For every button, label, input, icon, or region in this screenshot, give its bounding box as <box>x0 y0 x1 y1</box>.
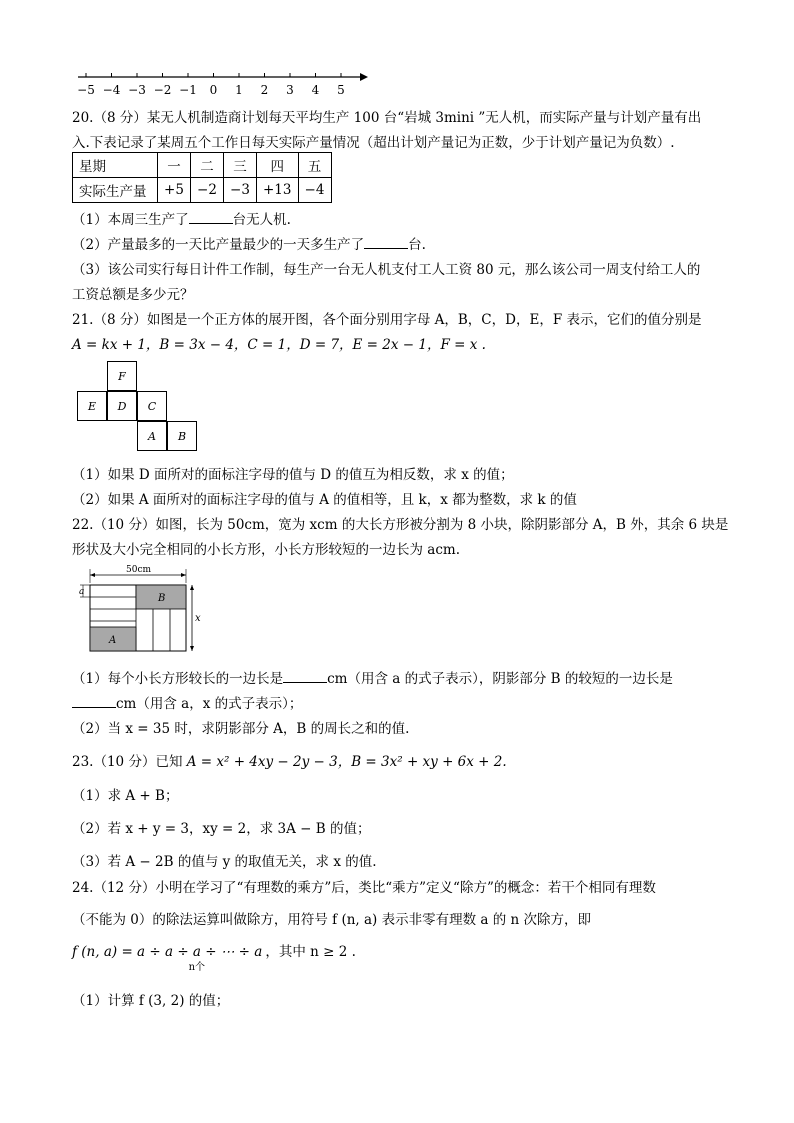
q20-stem-line1: 20.（8 分）某无人机制造商计划每天平均生产 100 台“岩城 3mini ”无人机，而实际产量与计划产量有出 <box>72 110 702 126</box>
number-line-tick-label: −3 <box>128 83 146 97</box>
number-line-tick-label: −2 <box>153 83 172 97</box>
answer-blank[interactable] <box>189 211 233 224</box>
answer-blank[interactable] <box>72 695 116 708</box>
x-label: x <box>195 613 201 624</box>
table-header-cell: 一 <box>158 153 191 178</box>
net-face-f: F <box>107 361 137 391</box>
number-line-tick-label: 1 <box>235 83 243 97</box>
table-header-cell: 四 <box>257 153 299 178</box>
a-label: a <box>79 587 85 597</box>
number-line-tick-label: −1 <box>179 83 197 97</box>
q23-part1: （1）求 A + B； <box>72 788 179 804</box>
rectangle-figure <box>72 563 212 659</box>
number-line <box>74 66 374 98</box>
table-cell: +5 <box>158 178 191 203</box>
shade-a-label: A <box>109 635 117 646</box>
table-cell: +13 <box>257 178 299 203</box>
formula-underbrace-label: n个 <box>188 962 206 973</box>
q22-stem-line2: 形状及大小完全相同的小长方形，小长方形较短的一边长为 acm. <box>72 542 460 558</box>
number-line-tick-label: −5 <box>77 83 95 97</box>
net-face-d: D <box>107 391 137 421</box>
q23-part3: （3）若 A − 2B 的值与 y 的取值无关，求 x 的值. <box>72 854 377 870</box>
table-cell: −2 <box>191 178 224 203</box>
q22-part1-line1: （1）每个小长方形较长的一边长是 cm（用含 a 的式子表示），阴影部分 B 的较短的一边长是 <box>72 671 673 687</box>
table-header-cell: 五 <box>298 153 331 178</box>
q22-part1-line2: cm（用含 a，x 的式子表示）； <box>72 692 302 712</box>
q21-stem-line1: 21.（8 分）如图是一个正方体的展开图，各个面分别用字母 A，B，C，D，E，F 表示，它们的值分别是 <box>72 312 702 328</box>
number-line-tick-label: 0 <box>209 83 218 97</box>
number-line-tick-label: 2 <box>260 83 269 97</box>
q20-part3-line2: 工资总额是多少元？ <box>72 287 194 303</box>
q20-stem-line2: 入.下表记录了某周五个工作日每天实际产量情况（超出计划产量记为正数，少于计划产量记为负数）. <box>72 135 675 151</box>
q20-part3-line1: （3）该公司实行每日计件工作制，每生产一台无人机支付工人工资 80 元，那么该公司一周支付给工人的 <box>72 262 701 278</box>
number-line-tick-label: 4 <box>311 83 320 97</box>
table-row <box>73 153 332 178</box>
table-header-cell: 二 <box>191 153 224 178</box>
net-face-b: B <box>167 421 197 451</box>
production-table <box>72 152 332 203</box>
table-row <box>73 178 332 203</box>
number-line-tick-label: −4 <box>102 83 121 97</box>
q21-part2: （2）如果 A 面所对的面标注字母的值与 A 的值相等，且 k，x 都为整数，求 k 的值 <box>72 492 577 508</box>
q24-stem-line2: （不能为 0）的除法运算叫做除方，用符号 f (n, a) 表示非零有理数 a 的 n 次除方，即 <box>72 912 592 928</box>
number-line-tick-label: 5 <box>337 83 345 97</box>
q24-part1: （1）计算 f (3, 2) 的值； <box>72 993 230 1009</box>
table-header-cell: 星期 <box>73 153 158 178</box>
q20-part1: （1）本周三生产了 台无人机. <box>72 212 291 228</box>
table-row-label: 实际生产量 <box>73 178 158 203</box>
net-face-c: C <box>137 391 167 421</box>
q23-part2: （2）若 x + y = 3，xy = 2，求 3A − B 的值； <box>72 821 371 837</box>
q22-stem-line1: 22.（10 分）如图，长为 50cm，宽为 xcm 的大长方形被分割为 8 小块，除阴影部分 A，B 外，其余 6 块是 <box>72 517 729 533</box>
answer-blank[interactable] <box>364 236 408 249</box>
width-label: 50cm <box>126 565 152 575</box>
q24-stem-line1: 24.（12 分）小明在学习了“有理数的乘方”后，类比“乘方”定义“除方”的概念：若干个相同有理数 <box>72 880 656 896</box>
q21-stem-line2: A = kx + 1，B = 3x − 4，C = 1，D = 7，E = 2x − 1，F = x . <box>72 337 486 353</box>
q20-part2: （2）产量最多的一天比产量最少的一天多生产了 台. <box>72 237 426 253</box>
table-cell: −4 <box>298 178 331 203</box>
q24-formula: f (n, a) = a ÷ a ÷ a ÷ ⋯ ÷ a $_{n个}$ ，其中 n ≥ 2 . <box>72 944 356 973</box>
table-cell: −3 <box>224 178 257 203</box>
q21-part1: （1）如果 D 面所对的面标注字母的值与 D 的值互为相反数，求 x 的值； <box>72 467 514 483</box>
q23-stem: 23.（10 分）已知 A = x² + 4xy − 2y − 3，B = 3x² + xy + 6x + 2. <box>72 754 507 770</box>
net-face-e: E <box>77 391 107 421</box>
q22-part2: （2）当 x = 35 时，求阴影部分 A，B 的周长之和的值. <box>72 721 410 737</box>
number-line-tick-label: 3 <box>286 83 294 97</box>
answer-blank[interactable] <box>283 670 327 683</box>
table-header-cell: 三 <box>224 153 257 178</box>
shade-b-label: B <box>158 593 166 604</box>
net-face-a: A <box>137 421 167 451</box>
